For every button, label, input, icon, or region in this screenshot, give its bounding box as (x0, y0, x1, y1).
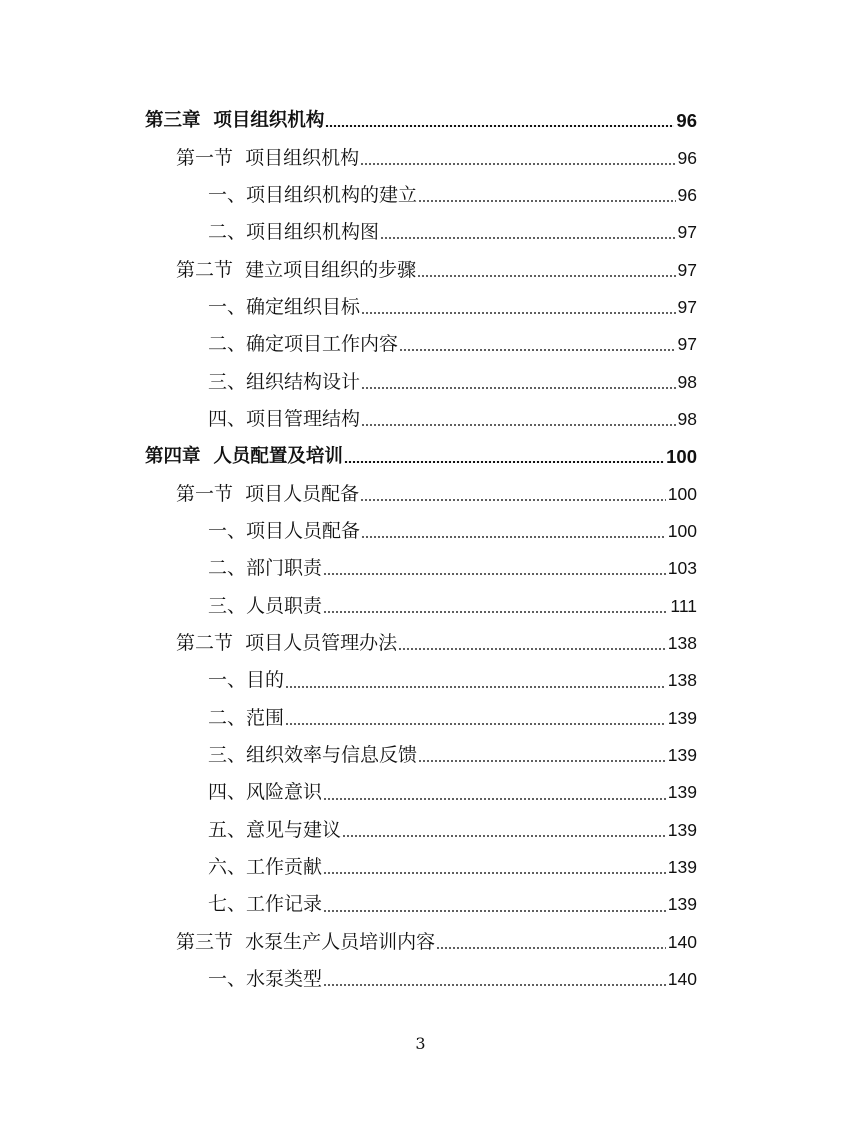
toc-entry-title: 一、项目人员配备 (208, 519, 361, 542)
toc-chapter-entry[interactable] (0, 438, 841, 475)
toc-entry-title: 三、组织效率与信息反馈 (208, 744, 418, 767)
table-of-contents (0, 102, 841, 998)
toc-subsection-entry[interactable] (0, 587, 841, 624)
toc-dot-leader (323, 910, 666, 912)
toc-entry-title: 第二节 项目人员管理办法 (176, 631, 398, 654)
toc-entry-title: 三、组织结构设计 (208, 370, 361, 393)
toc-subsection-entry[interactable] (0, 886, 841, 923)
toc-entry-title: 一、水泵类型 (208, 968, 323, 991)
toc-entry-page-number: 139 (667, 782, 697, 803)
toc-dot-leader (436, 947, 666, 949)
toc-section-entry[interactable] (0, 251, 841, 288)
toc-entry-title: 第三节 水泵生产人员培训内容 (176, 930, 436, 953)
toc-entry-title: 一、目的 (208, 669, 285, 692)
toc-entry-title: 第四章 人员配置及培训 (145, 446, 343, 468)
toc-entry-page-number: 98 (677, 408, 697, 429)
toc-dot-leader (418, 760, 666, 762)
toc-entry-page-number: 97 (677, 334, 697, 355)
toc-entry-title: 一、项目组织机构的建立 (208, 183, 418, 206)
toc-entry-page-number: 96 (677, 184, 697, 205)
toc-entry-page-number: 139 (667, 857, 697, 878)
toc-entry-title: 七、工作记录 (208, 893, 323, 916)
toc-subsection-entry[interactable] (0, 363, 841, 400)
toc-entry-page-number: 139 (667, 819, 697, 840)
toc-subsection-entry[interactable] (0, 812, 841, 849)
toc-dot-leader (323, 872, 666, 874)
toc-entry-title: 二、范围 (208, 706, 285, 729)
toc-subsection-entry[interactable] (0, 289, 841, 326)
toc-entry-title: 二、项目组织机构图 (208, 221, 380, 244)
toc-section-entry[interactable] (0, 924, 841, 961)
toc-dot-leader (342, 835, 666, 837)
toc-entry-title: 第三章 项目组织机构 (145, 110, 325, 132)
toc-entry-title: 第一节 项目组织机构 (176, 146, 360, 169)
toc-entry-page-number: 100 (666, 446, 697, 468)
toc-entry-page-number: 139 (667, 894, 697, 915)
toc-dot-leader (361, 424, 676, 426)
toc-entry-page-number: 96 (677, 147, 697, 168)
toc-entry-title: 四、项目管理结构 (208, 407, 361, 430)
toc-dot-leader (418, 200, 676, 202)
toc-entry-title: 二、确定项目工作内容 (208, 333, 399, 356)
toc-entry-title: 第一节 项目人员配备 (176, 482, 360, 505)
toc-entry-page-number: 103 (667, 558, 697, 579)
toc-entry-page-number: 139 (667, 745, 697, 766)
toc-dot-leader (398, 648, 666, 650)
toc-entry-page-number: 111 (670, 595, 697, 616)
toc-dot-leader (399, 349, 676, 351)
toc-entry-page-number: 97 (677, 296, 697, 317)
toc-subsection-entry[interactable] (0, 662, 841, 699)
toc-chapter-entry[interactable] (0, 102, 841, 139)
toc-entry-page-number: 140 (667, 931, 697, 952)
toc-subsection-entry[interactable] (0, 513, 841, 550)
toc-entry-page-number: 97 (677, 222, 697, 243)
toc-dot-leader (361, 536, 666, 538)
toc-subsection-entry[interactable] (0, 849, 841, 886)
toc-entry-title: 第二节 建立项目组织的步骤 (176, 258, 417, 281)
toc-entry-page-number: 97 (677, 259, 697, 280)
toc-subsection-entry[interactable] (0, 961, 841, 998)
toc-subsection-entry[interactable] (0, 214, 841, 251)
toc-dot-leader (360, 163, 675, 165)
toc-subsection-entry[interactable] (0, 737, 841, 774)
toc-entry-page-number: 138 (667, 632, 697, 653)
toc-dot-leader (380, 237, 676, 239)
toc-subsection-entry[interactable] (0, 550, 841, 587)
toc-dot-leader (417, 275, 675, 277)
toc-dot-leader (323, 611, 668, 613)
toc-dot-leader (360, 499, 666, 501)
toc-dot-leader (361, 387, 676, 389)
toc-dot-leader (325, 125, 674, 127)
toc-subsection-entry[interactable] (0, 700, 841, 737)
toc-dot-leader (323, 798, 666, 800)
toc-entry-title: 六、工作贡献 (208, 856, 323, 879)
toc-dot-leader (285, 686, 666, 688)
page-number: 3 (415, 1034, 426, 1053)
toc-section-entry[interactable] (0, 475, 841, 512)
toc-entry-page-number: 100 (667, 520, 697, 541)
toc-entry-page-number: 138 (667, 670, 697, 691)
toc-dot-leader (361, 312, 676, 314)
toc-entry-page-number: 140 (667, 969, 697, 990)
toc-section-entry[interactable] (0, 139, 841, 176)
toc-entry-page-number: 98 (677, 371, 697, 392)
toc-section-entry[interactable] (0, 625, 841, 662)
toc-entry-title: 五、意见与建议 (208, 818, 342, 841)
toc-subsection-entry[interactable] (0, 401, 841, 438)
toc-dot-leader (323, 984, 666, 986)
toc-subsection-entry[interactable] (0, 774, 841, 811)
toc-subsection-entry[interactable] (0, 326, 841, 363)
toc-entry-title: 四、风险意识 (208, 781, 323, 804)
toc-dot-leader (285, 723, 666, 725)
toc-subsection-entry[interactable] (0, 177, 841, 214)
toc-entry-page-number: 139 (667, 707, 697, 728)
toc-entry-title: 一、确定组织目标 (208, 295, 361, 318)
toc-entry-page-number: 96 (676, 110, 697, 132)
toc-dot-leader (344, 461, 664, 463)
toc-entry-title: 二、部门职责 (208, 557, 323, 580)
toc-entry-page-number: 100 (667, 483, 697, 504)
toc-dot-leader (323, 573, 666, 575)
toc-entry-title: 三、人员职责 (208, 594, 323, 617)
